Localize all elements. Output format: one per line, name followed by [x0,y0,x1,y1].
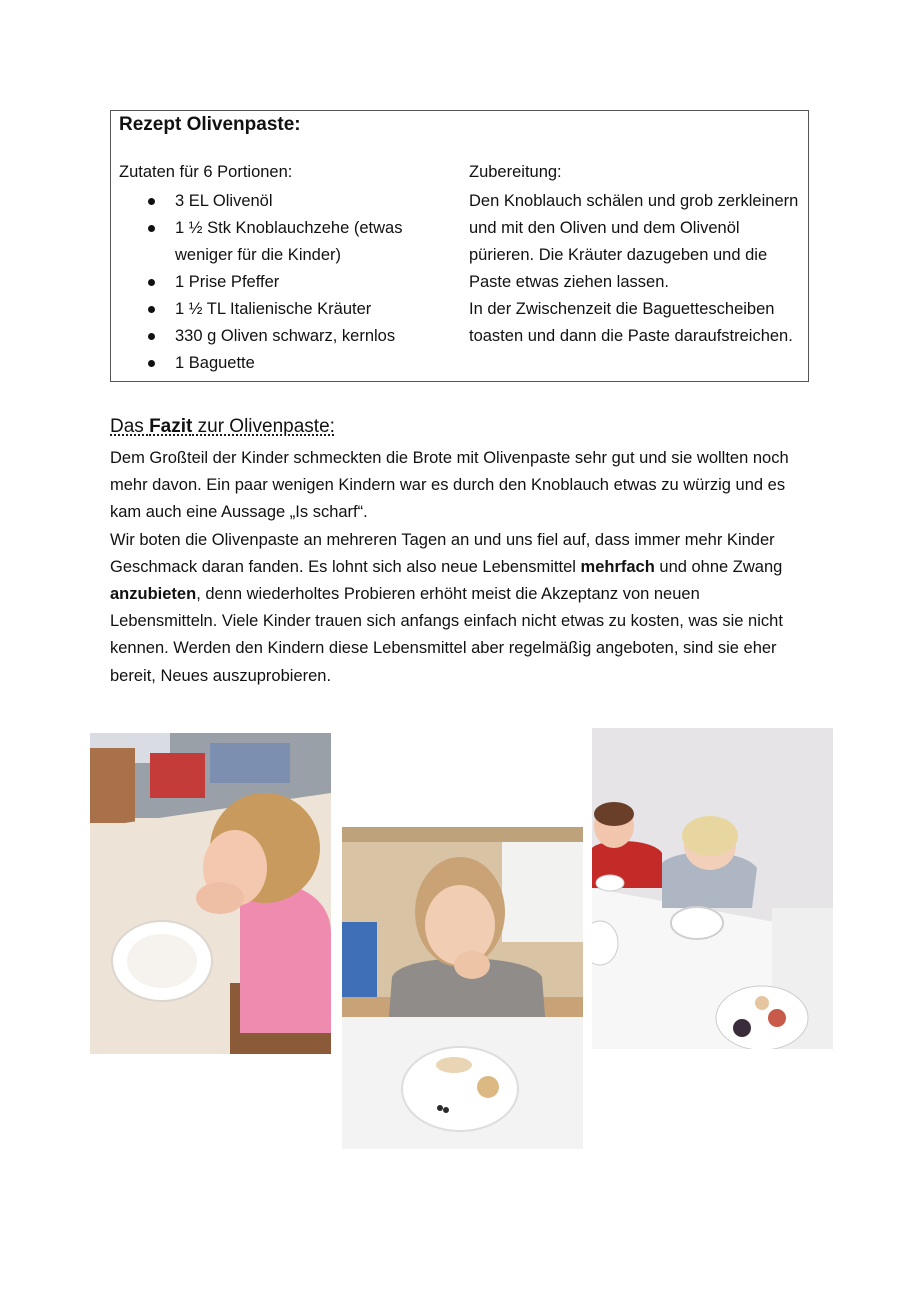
ingredient-item [119,215,449,269]
ingredient-text: 330 g Oliven schwarz, kernlos [175,327,396,345]
bullet-icon [148,333,155,340]
ingredient-text: 3 EL Olivenöl [175,192,273,210]
bullet-icon [148,225,155,232]
fazit-heading-bold: Fazit [149,416,193,437]
photo-child-eating-1 [90,733,331,1054]
preparation-column [469,161,799,350]
fazit-text: Wir boten die Olivenpaste an mehreren Tagen an und uns fiel auf, dass immer mehr Kinder Geschmack daran fanden. Es lohnt sich also neue Lebensmittel [110,530,775,576]
bullet-icon [148,360,155,367]
ingredient-item [119,323,449,350]
photo-child-eating-2 [342,827,583,1149]
recipe-box [110,110,809,382]
ingredient-item [119,188,449,215]
preparation-text: In der Zwischenzeit die Baguettescheiben toasten und dann die Paste daraufstreichen. [469,300,793,345]
photo-children-table [592,728,833,1049]
fazit-bold-text: mehrfach [580,557,655,576]
ingredient-item [119,350,449,377]
ingredients-label: Zutaten für 6 Portionen: [119,163,293,181]
fazit-heading [110,416,335,438]
bullet-icon [148,306,155,313]
bullet-icon [148,198,155,205]
ingredient-text: 1 Prise Pfeffer [175,273,280,291]
ingredients-list [119,188,449,377]
recipe-title: Rezept Olivenpaste: [119,114,301,135]
fazit-heading-pre: Das [110,416,150,437]
fazit-text: und ohne Zwang [654,557,783,576]
fazit-body [110,445,810,690]
preparation-label: Zubereitung: [469,163,562,181]
ingredient-item [119,296,449,323]
ingredient-item [119,269,449,296]
bullet-icon [148,279,155,286]
fazit-text: , denn wiederholtes Probieren erhöht meist die Akzeptanz von neuen Lebensmitteln. Viele Kinder trauen sich anfangs einfach nicht etwas zu kosten, was sie nicht kennen. Werden den Kindern diese Lebensmittel aber regelmäßig angeboten, sind sie eher bereit, Neues auszuprobieren. [110,585,783,685]
ingredient-text: 1 Baguette [175,354,255,372]
fazit-paragraph [110,527,810,690]
fazit-heading-post: zur Olivenpaste: [192,416,335,437]
ingredient-text: 1 ½ Stk Knoblauchzehe (etwas weniger für die Kinder) [175,219,403,264]
preparation-text: Den Knoblauch schälen und grob zerkleinern und mit den Oliven und dem Olivenöl pürieren. Die Kräuter dazugeben und die Paste etwas ziehen lassen. [469,192,799,291]
fazit-paragraph: Dem Großteil der Kinder schmeckten die Brote mit Olivenpaste sehr gut und sie wollten noch mehr davon. Ein paar wenigen Kindern war es durch den Knoblauch etwas zu würzig und es kam auch eine Aussage „Is scharf“. [110,449,789,522]
ingredients-column [119,161,449,377]
fazit-bold-text: anzubieten [110,585,197,604]
ingredient-text: 1 ½ TL Italienische Kräuter [175,300,372,318]
